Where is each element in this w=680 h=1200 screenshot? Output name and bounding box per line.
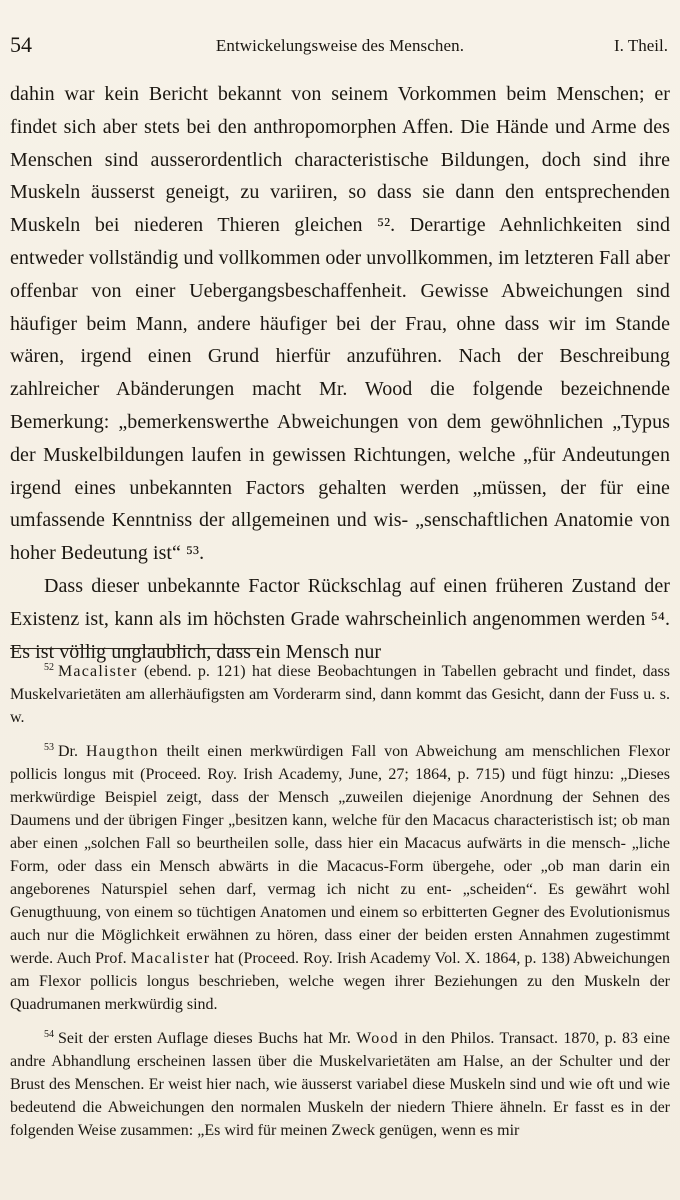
page-number: 54 bbox=[10, 32, 32, 57]
footnote-text: (ebend. p. 121) hat diese Beobachtungen in Tabellen gebracht und findet, dass Muskelvarietäten am allerhäufigsten am Vorderarm sind, dann kommt das Gesicht, dann der Fuss u. s. w. bbox=[10, 663, 671, 726]
footnote-54 bbox=[10, 1023, 670, 1142]
running-head: Entwickelungsweise des Menschen. bbox=[215, 36, 465, 55]
footnote-author: Haugthon bbox=[85, 743, 159, 760]
footnote-52 bbox=[10, 656, 670, 729]
footnote-53 bbox=[10, 736, 670, 1016]
footnote-text: in den Philos. Transact. 1870, p. 83 eine andre Abhandlung erscheinen lassen über die Muskelvarietäten am Halse, an der Schulter und der Brust des Menschen. Er weist hier nach, wie äusserst variabel diese Muskeln sind und wie oft und wie bedeutend die Abweichungen den normalen Muskeln der niedern Thiere ähneln. Er fasst es in der folgenden Weise zusammen: „Es wird für meinen Zweck genügen, wenn es mir bbox=[10, 1030, 671, 1139]
footnote-prefix: Dr. bbox=[58, 743, 78, 760]
footnotes bbox=[10, 656, 670, 1142]
part-label: I. Theil. bbox=[614, 36, 668, 55]
footnote-text-1: Seit der ersten Auflage dieses Buchs hat Mr. bbox=[58, 1030, 351, 1047]
footnote-number: 54 bbox=[44, 1029, 54, 1040]
footnote-author-2: Macalister bbox=[130, 950, 211, 967]
paragraph-1: dahin war kein Bericht bekannt von seinem Vorkommen beim Menschen; er findet sich aber stets bei den anthropomorphen Affen. Die Hände und Arme des Menschen sind ausserordentlich characteristische Bildungen, doch sind ihre Muskeln äusserst geneigt, zu variiren, so dass sie dann den entsprechenden Muskeln bei niederen Thieren gleichen ⁵². Derartige Aehnlichkeiten sind entweder vollständig und vollkommen oder unvollkommen, im letzteren Fall aber offenbar von einer Uebergangsbeschaffenheit. Gewisse Abweichungen sind häufiger beim Mann, andere häufiger bei der Frau, ohne dass wir im Stande wären, irgend einen Grund hierfür anzuführen. Nach der Beschreibung zahlreicher Abänderungen macht Mr. Wood die folgende bezeichnende Bemerkung: „bemerkenswerthe Abweichungen von dem gewöhnlichen „Typus der Muskelbildungen laufen in gewissen Richtungen, welche „für Andeutungen irgend eines unbekannten Factors gehalten werden „müssen, der für eine umfassende Kenntniss der allgemeinen und wis- „senschaftlichen Anatomie von hoher Bedeutung ist“ ⁵³. bbox=[10, 83, 670, 565]
footnote-text-2: hat (Proceed. Roy. Irish Academy Vol. X. 1864, p. 138) Abweichungen am Flexor pollicis longus beschrieben, welche wegen ihrer Beziehungen zu den Muskeln der Quadrumanen merkwürdig sind. bbox=[10, 950, 670, 1013]
footnote-number: 52 bbox=[44, 662, 54, 673]
page-header bbox=[0, 33, 680, 59]
footnote-divider bbox=[10, 648, 260, 649]
footnote-text: theilt einen merkwürdigen Fall von Abweichung am menschlichen Flexor pollicis longus mit (Proceed. Roy. Irish Academy, June, 27; 1864, p. 715) und fügt hinzu: „Dieses merkwürdige Beispiel zeigt, dass der Mensch „zuweilen diejenige Anordnung der Sehnen des Daumens und der übrigen Finger „besitzen kann, welche für den Macacus characteristisch ist; ob man aber einen „solchen Fall so beurtheilen solle, dass hier ein Macacus aufwärts in die mensch- „liche Form, oder dass ein Mensch abwärts in die Macacus-Form übergehe, oder „ob man darin ein angeborenes Naturspiel sehen darf, vermag ich nicht zu ent- „scheiden“. Es gewährt wohl Genugthuung, von einem so tüchtigen Anatomen und einem so erbitterten Gegner des Evolutionismus auch nur die Möglichkeit erwähnen zu hören, dass einer der beiden ersten Annahmen zugestimmt werde. Auch Prof. bbox=[10, 743, 671, 967]
footnote-author: Macalister bbox=[58, 663, 138, 680]
footnote-author: Wood bbox=[356, 1030, 399, 1047]
main-text bbox=[10, 78, 670, 668]
footnote-number: 53 bbox=[44, 742, 54, 753]
paragraph-2: Dass dieser unbekannte Factor Rückschlag auf einen früheren Zustand der Existenz ist, kann als im höchsten Grade wahrscheinlich angenommen werden ⁵⁴. Es ist völlig unglaublich, dass ein Mensch nur bbox=[10, 574, 670, 663]
